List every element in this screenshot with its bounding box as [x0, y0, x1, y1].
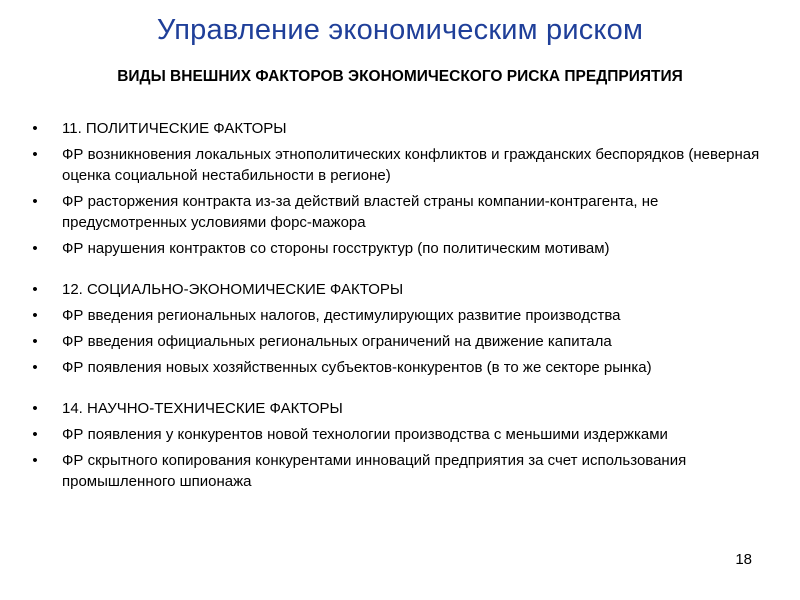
list-item	[30, 118, 780, 139]
list-item	[30, 331, 780, 352]
bullet-icon: •	[32, 452, 38, 469]
list-item-text: ФР скрытного копирования конкурентами инноваций предприятия за счет использования промышленного шпионажа	[62, 452, 687, 490]
bullet-icon: •	[32, 307, 38, 324]
bullet-icon: •	[32, 426, 38, 443]
bullet-icon: •	[32, 146, 38, 163]
slide-subtitle: ВИДЫ ВНЕШНИХ ФАКТОРОВ ЭКОНОМИЧЕСКОГО РИСКА ПРЕДПРИЯТИЯ	[117, 68, 683, 85]
list-item-text: ФР расторжения контракта из-за действий властей страны компании-контрагента, не предусмотренных условиями форс-мажора	[62, 193, 659, 231]
list-item-text: ФР возникновения локальных этнополитических конфликтов и гражданских беспорядков (неверная оценка социальной нестабильности в регионе)	[62, 146, 760, 184]
bullet-icon: •	[32, 281, 38, 298]
page-number: 18	[735, 551, 752, 568]
bullet-icon: •	[32, 240, 38, 257]
list-item-text: 12. СОЦИАЛЬНО-ЭКОНОМИЧЕСКИЕ ФАКТОРЫ	[62, 281, 404, 298]
list-item	[30, 424, 780, 445]
list-item-text: 11. ПОЛИТИЧЕСКИЕ ФАКТОРЫ	[62, 120, 287, 137]
list-item-text: ФР введения региональных налогов, дестимулирующих развитие производства	[62, 307, 621, 324]
list-item	[30, 238, 780, 259]
list-item	[30, 279, 780, 300]
bullet-icon: •	[32, 193, 38, 210]
list-item	[30, 191, 780, 233]
bullet-icon: •	[32, 400, 38, 417]
bullet-list	[30, 118, 780, 497]
list-item	[30, 398, 780, 419]
list-item	[30, 305, 780, 326]
list-item	[30, 144, 780, 186]
list-item	[30, 357, 780, 378]
list-item-text: ФР введения официальных региональных ограничений на движение капитала	[62, 333, 612, 350]
list-item-text: 14. НАУЧНО-ТЕХНИЧЕСКИЕ ФАКТОРЫ	[62, 400, 343, 417]
list-item-text: ФР нарушения контрактов со стороны госструктур (по политическим мотивам)	[62, 240, 610, 257]
slide-title: Управление экономическим риском	[156, 14, 644, 46]
bullet-icon: •	[32, 333, 38, 350]
list-item-text: ФР появления новых хозяйственных субъектов-конкурентов (в то же секторе рынка)	[62, 359, 652, 376]
list-item	[30, 450, 780, 492]
bullet-icon: •	[32, 120, 38, 137]
bullet-icon: •	[32, 359, 38, 376]
list-item-text: ФР появления у конкурентов новой технологии производства с меньшими издержками	[62, 426, 668, 443]
